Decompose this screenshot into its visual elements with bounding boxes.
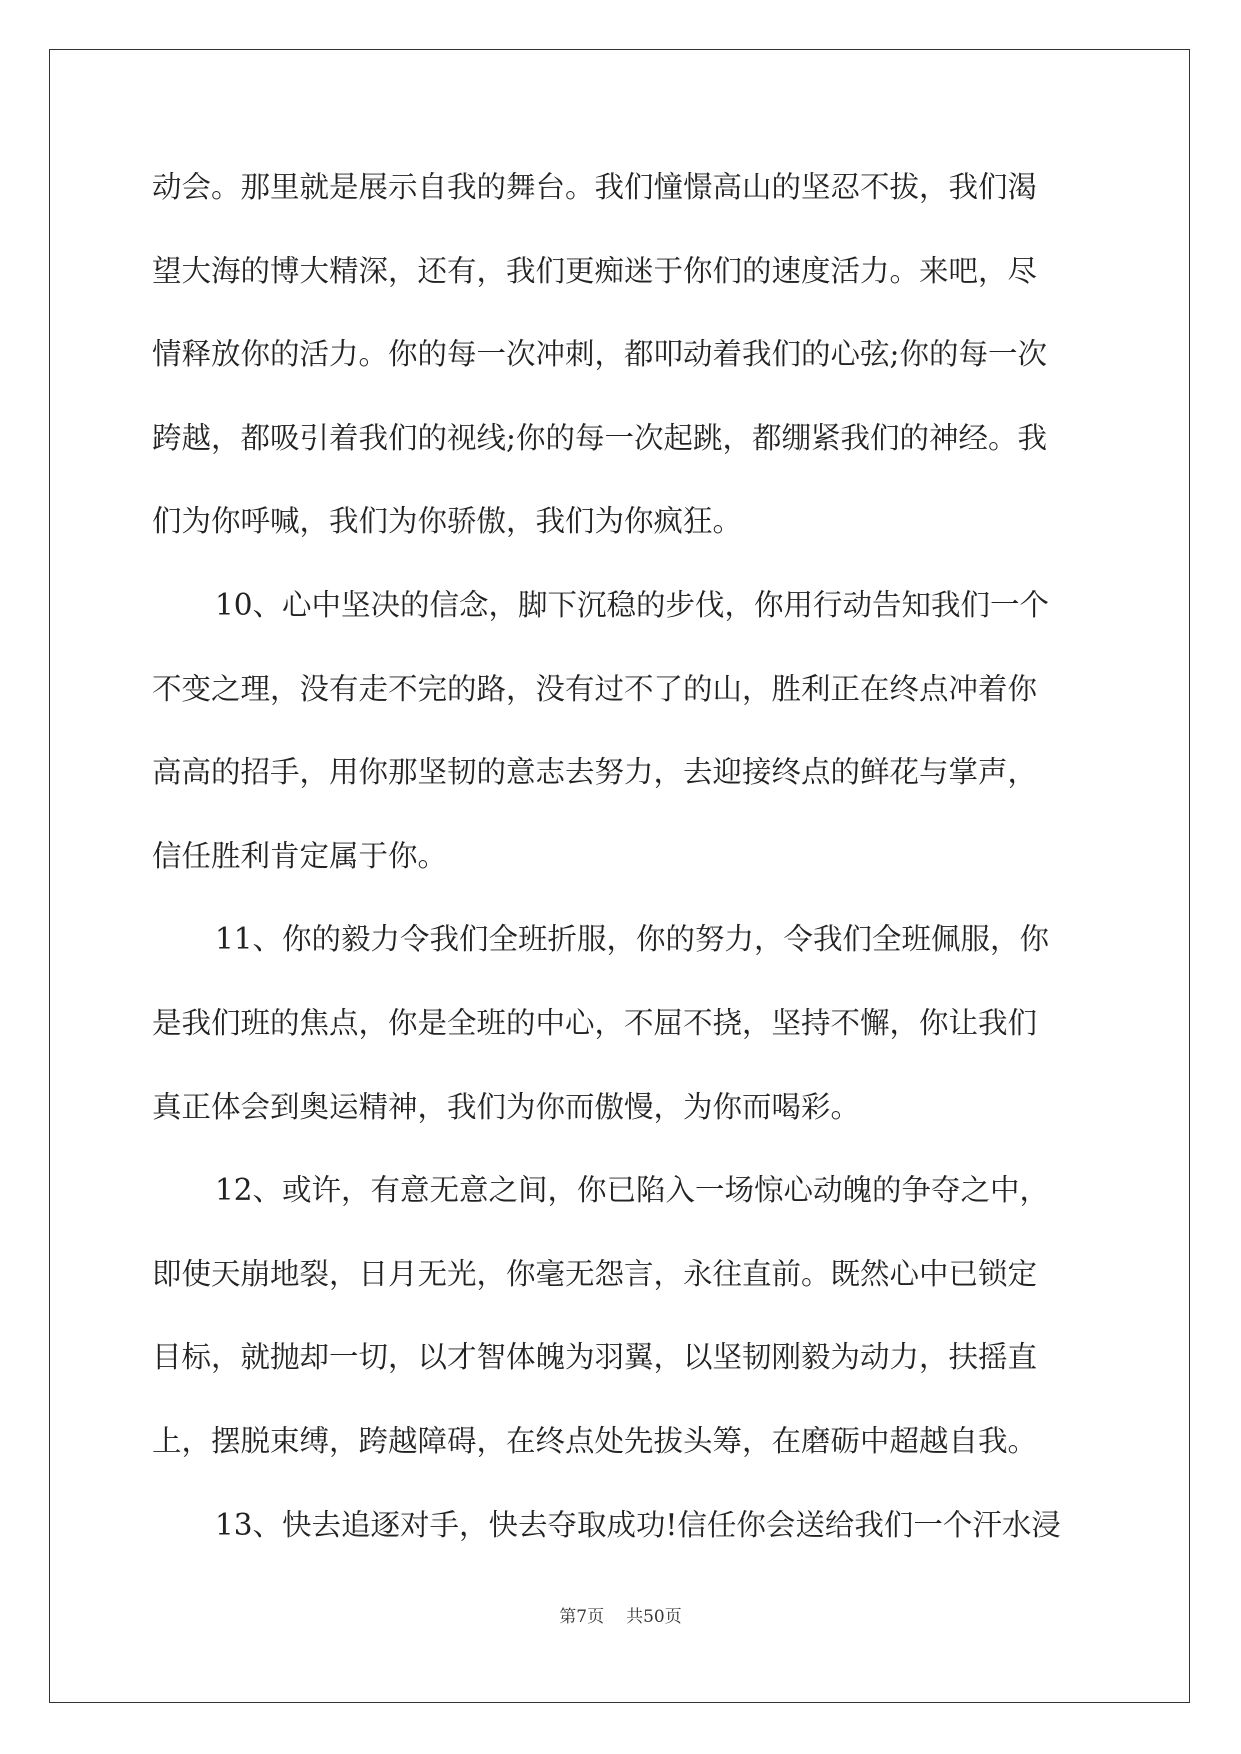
- text-line: 们为你呼喊，我们为你骄傲，我们为你疯狂。: [152, 504, 743, 539]
- text-line: 信任胜利肯定属于你。: [152, 838, 448, 873]
- text-line: 10、心中坚决的信念，脚下沉稳的步伐，你用行动告知我们一个: [215, 587, 1050, 622]
- text-line: 动会。那里就是展示自我的舞台。我们憧憬高山的坚忍不拔，我们渴: [152, 170, 1038, 204]
- text-line: 12、或许，有意无意之间，你已陷入一场惊心动魄的争夺之中，: [215, 1173, 1050, 1208]
- text-line: 上，摆脱束缚，跨越障碍，在终点处先拔头筹，在磨砺中超越自我。: [152, 1423, 1038, 1458]
- text-line: 11、你的毅力令我们全班折服，你的努力，令我们全班佩服，你: [215, 922, 1050, 957]
- text-line: 13、快去追逐对手，快去夺取成功!信任你会送给我们一个汗水浸: [215, 1507, 1061, 1542]
- page-number: 第7页: [559, 1607, 605, 1627]
- page-total: 共50页: [626, 1607, 682, 1627]
- page-footer: [0, 1602, 1241, 1627]
- paragraph-12: [152, 1160, 1087, 1494]
- text-line: 目标，就抛却一切，以才智体魄为羽翼，以坚韧刚毅为动力，扶摇直: [152, 1340, 1038, 1375]
- paragraph-11: [152, 909, 1087, 1160]
- text-line: 真正体会到奥运精神，我们为你而傲慢，为你而喝彩。: [152, 1089, 861, 1124]
- text-line: 是我们班的焦点，你是全班的中心，不屈不挠，坚持不懈，你让我们: [152, 1005, 1038, 1040]
- text-line: 情释放你的活力。你的每一次冲刺，都叩动着我们的心弦;你的每一次: [152, 337, 1047, 372]
- text-line: 不变之理，没有走不完的路，没有过不了的山，胜利正在终点冲着你: [152, 671, 1038, 706]
- document-body: [152, 157, 1087, 1578]
- text-line: 即使天崩地裂，日月无光，你毫无怨言，永往直前。既然心中已锁定: [152, 1256, 1038, 1291]
- text-line: 跨越，都吸引着我们的视线;你的每一次起跳，都绷紧我们的神经。我: [152, 420, 1047, 455]
- text-line: 望大海的博大精深，还有，我们更痴迷于你们的速度活力。来吧，尽: [152, 253, 1038, 288]
- text-line: 高高的招手，用你那坚韧的意志去努力，去迎接终点的鲜花与掌声，: [152, 755, 1038, 790]
- paragraph-10: [152, 575, 1087, 909]
- paragraph-continuation: [152, 157, 1087, 575]
- paragraph-13: [152, 1495, 1087, 1579]
